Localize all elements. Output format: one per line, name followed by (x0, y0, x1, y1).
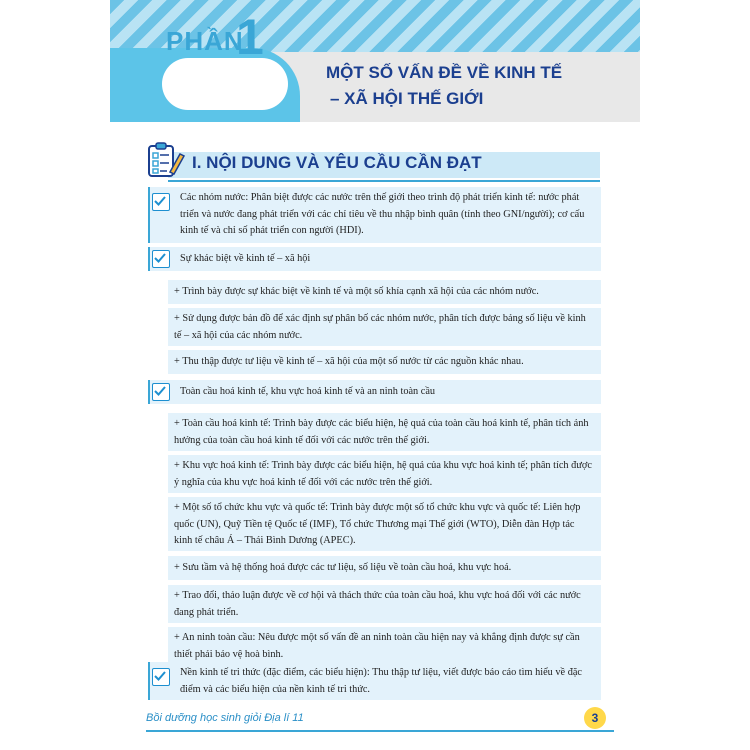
page-number-badge: 3 (584, 707, 606, 729)
sub-item-text: + An ninh toàn cầu: Nêu được một số vấn đề an ninh toàn cầu hiện nay và khẳng định được sự cần thiết phải bảo vệ hoà bình. (174, 632, 580, 660)
sub-item (168, 455, 601, 493)
sub-item (168, 350, 601, 374)
page-title (326, 60, 636, 112)
part-tab (110, 48, 300, 122)
sub-item-text: + Khu vực hoá kinh tế: Trình bày được các biểu hiện, hệ quả của khu vực hoá kinh tế; phân tích được ý nghĩa của khu vực hoá kinh tế đối với các nước trên thế giới. (174, 460, 592, 488)
title-line-2: – XÃ HỘI THẾ GIỚI (330, 89, 484, 108)
section-underline (168, 180, 600, 182)
sub-item-text: + Trao đổi, thảo luận được về cơ hội và thách thức của toàn cầu hoá, khu vực hoá đối với các nước đang phát triển. (174, 590, 581, 618)
sub-item (168, 627, 601, 665)
content-item (148, 662, 601, 700)
item-text: Nền kinh tế tri thức (đặc điểm, các biểu hiện): Thu thập tư liệu, viết được báo cáo tìm hiểu về đặc điểm và các biểu hiện của nền kinh tế tri thức. (180, 667, 582, 695)
part-tab-inner (162, 58, 288, 110)
item-text: Toàn cầu hoá kinh tế, khu vực hoá kinh tế và an ninh toàn cầu (180, 386, 436, 397)
content-item (148, 247, 601, 271)
part-number: 1 (236, 9, 264, 65)
sub-item-text: + Toàn cầu hoá kinh tế: Trình bày được các biểu hiện, hệ quả của toàn cầu hoá kinh tế, phân tích ảnh hưởng của toàn cầu hoá kinh tế đối với các nước trên thế giới. (174, 418, 589, 446)
content-item (148, 187, 601, 243)
sub-item (168, 585, 601, 623)
sub-item (168, 413, 601, 451)
item-text: Sự khác biệt về kinh tế – xã hội (180, 253, 311, 264)
book-page (110, 0, 640, 750)
sub-item-text: + Trình bày được sự khác biệt về kinh tế và một số khía cạnh xã hội của các nhóm nước. (174, 286, 539, 297)
item-text: Các nhóm nước: Phân biệt được các nước trên thế giới theo trình độ phát triển kinh tế: nước phát triển và nước đang phát triển với các chỉ tiêu về thu nhập bình quân (tính theo GNI/người); cơ cấu kinh tế và chỉ số phát triển con người (HDI). (180, 192, 585, 236)
part-label: PHẦN (166, 26, 244, 56)
sub-item (168, 280, 601, 304)
content-item (148, 380, 601, 404)
section-title: I. NỘI DUNG VÀ YÊU CẦU CẦN ĐẠT (192, 153, 482, 172)
sub-item (168, 556, 601, 580)
checkbox-icon (152, 383, 170, 401)
sub-item-text: + Sưu tầm và hệ thống hoá được các tư liệu, số liệu về toàn cầu hoá, khu vực hoá. (174, 562, 512, 573)
sub-item (168, 308, 601, 346)
title-line-1: MỘT SỐ VẤN ĐỀ VỀ KINH TẾ (326, 63, 563, 82)
footer-divider (146, 730, 614, 732)
sub-item (168, 497, 601, 551)
sub-item-text: + Sử dụng được bản đồ để xác định sự phân bố các nhóm nước, phân tích được bảng số liệu về kinh tế – xã hội của các nhóm nước. (174, 313, 586, 341)
footer-book-title: Bồi dưỡng học sinh giỏi Địa lí 11 (146, 712, 304, 724)
checklist-icon (146, 140, 186, 180)
checkbox-icon (152, 250, 170, 268)
sub-item-text: + Thu thập được tư liệu về kinh tế – xã hội của một số nước từ các nguồn khác nhau. (174, 356, 524, 367)
checkbox-icon (152, 668, 170, 686)
sub-item-text: + Một số tổ chức khu vực và quốc tế: Trình bày được một số tổ chức khu vực và quốc tế: Liên hợp quốc (UN), Quỹ Tiền tệ Quốc tế (IMF), Tổ chức Thương mại Thế giới (WTO), Diễn đàn Hợp tác kinh tế châu Á – Thái Bình Dương (APEC). (174, 502, 581, 546)
checkbox-icon (152, 193, 170, 211)
